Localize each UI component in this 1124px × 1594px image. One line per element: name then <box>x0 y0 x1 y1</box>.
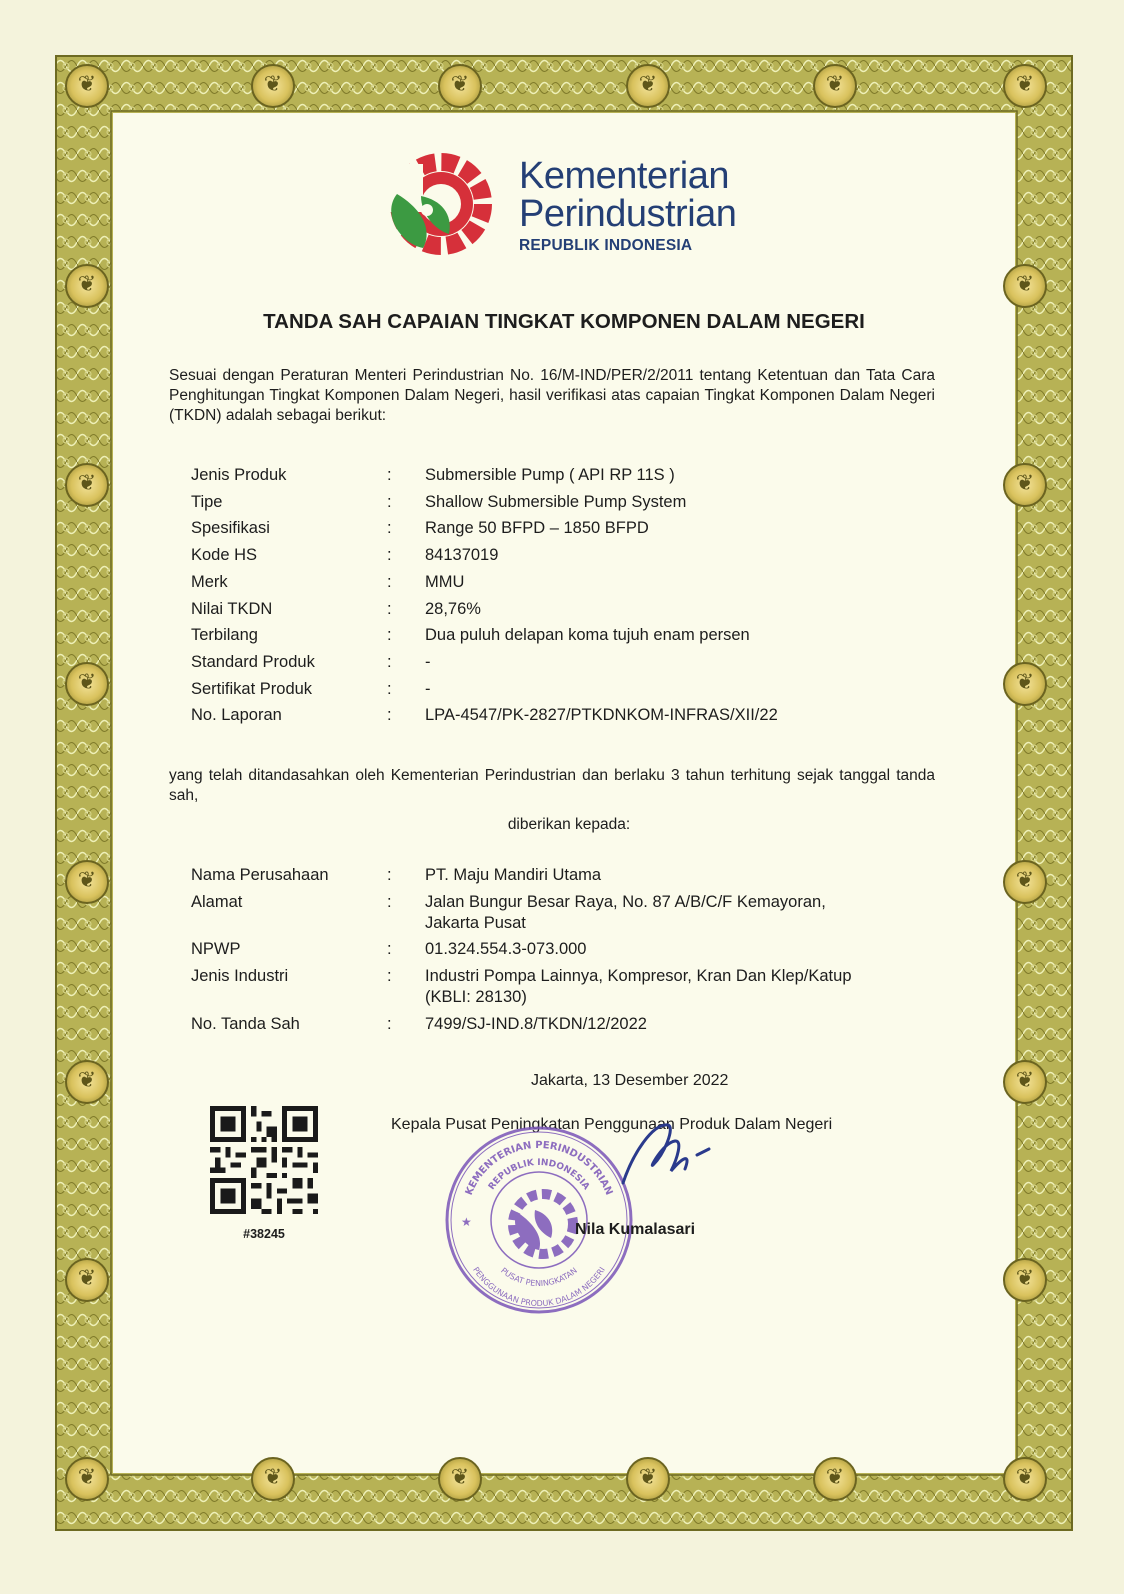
detail-value <box>425 966 951 1008</box>
detail-separator: : <box>387 599 392 618</box>
garuda-emblem-icon <box>65 463 109 507</box>
signature-icon <box>613 1113 723 1193</box>
stamp-top-text: KEMENTERIAN PERINDUSTRIAN <box>463 1139 615 1197</box>
detail-label: Jenis Produk <box>191 466 287 484</box>
detail-value: 28,76% <box>425 599 481 618</box>
detail-row <box>191 676 951 703</box>
detail-separator: : <box>387 967 392 986</box>
detail-label: Jenis Industri <box>191 967 289 986</box>
stamp-bottom-text-2: PENGGUNAAN PRODUK DALAM NEGERI <box>471 1265 607 1309</box>
garuda-emblem-icon <box>626 64 670 108</box>
place-date: Jakarta, 13 Desember 2022 <box>531 1072 729 1089</box>
qr-code-id: #38245 <box>243 1227 285 1241</box>
detail-label: Spesifikasi <box>191 519 270 538</box>
detail-separator: : <box>387 892 392 911</box>
detail-row <box>191 963 951 1011</box>
detail-row <box>191 649 951 676</box>
logo-line-1: Kementerian <box>519 155 729 197</box>
garuda-emblem-icon <box>65 264 109 308</box>
garuda-emblem-icon <box>813 64 857 108</box>
garuda-emblem-icon <box>438 64 482 108</box>
detail-value: Range 50 BFPD – 1850 BFPD <box>425 519 649 538</box>
detail-label: Terbilang <box>191 626 258 645</box>
garuda-emblem-icon <box>1003 64 1047 108</box>
detail-row <box>191 936 951 963</box>
given-to-label: diberikan kepada: <box>507 816 631 833</box>
detail-separator: : <box>387 492 392 511</box>
detail-label: NPWP <box>191 940 241 959</box>
detail-separator: : <box>387 626 392 645</box>
detail-row <box>191 542 951 569</box>
detail-value: Dua puluh delapan koma tujuh enam persen <box>425 626 750 645</box>
detail-row <box>191 622 951 649</box>
detail-label: Nilai TKDN <box>191 599 273 618</box>
detail-row <box>191 889 951 937</box>
detail-row <box>191 1011 951 1038</box>
ministry-logo-text <box>519 157 736 255</box>
svg-text:★: ★ <box>461 1215 472 1229</box>
detail-label: Sertifikat Produk <box>191 679 313 698</box>
detail-value: - <box>425 679 431 698</box>
svg-text:REPUBLIK INDONESIA <box>487 1158 591 1192</box>
detail-separator: : <box>387 466 392 484</box>
detail-value: Submersible Pump ( API RP 11S ) <box>425 466 675 484</box>
validity-paragraph: yang telah ditandasahkan oleh Kementerian Perindustrian dan berlaku 3 tahun terhitung sejak tanggal tanda sah, <box>169 767 935 804</box>
detail-label: Nama Perusahaan <box>191 866 329 884</box>
detail-separator: : <box>387 1014 392 1033</box>
garuda-emblem-icon <box>65 64 109 108</box>
detail-value: 01.324.554.3-073.000 <box>425 940 587 959</box>
svg-text:KEMENTERIAN PERINDUSTRIAN <box>464 1140 615 1197</box>
address-line-1: Jalan Bungur Besar Raya, No. 87 A/B/C/F Kemayoran, <box>425 892 826 911</box>
signer-name: Nila Kumalasari <box>575 1221 696 1238</box>
detail-separator: : <box>387 652 392 671</box>
qr-code-icon <box>210 1106 318 1214</box>
signer-position: Kepala Pusat Peningkatan Penggunaan Produk Dalam Negeri <box>391 1116 833 1133</box>
intro-paragraph: Sesuai dengan Peraturan Menteri Perindustrian No. 16/M-IND/PER/2/2011 tentang Ketentuan dan Tata Cara Penghitungan Tingkat Komponen Dalam Negeri, hasil verifikasi atas capaian Tingkat Komponen Dalam Negeri (TKDN) adalah sebagai berikut: <box>169 367 935 424</box>
detail-row <box>191 569 951 596</box>
detail-label: Tipe <box>191 492 223 511</box>
detail-label: Kode HS <box>191 546 258 565</box>
detail-value: - <box>425 652 431 671</box>
detail-row <box>191 862 951 889</box>
logo-line-2: Perindustrian <box>519 193 737 235</box>
garuda-emblem-icon <box>65 1060 109 1104</box>
detail-value <box>425 892 951 934</box>
detail-separator: : <box>387 679 392 698</box>
certificate-body <box>113 113 1015 1473</box>
detail-label: No. Tanda Sah <box>191 1014 300 1033</box>
company-details <box>191 862 951 1037</box>
detail-separator: : <box>387 706 392 725</box>
detail-separator: : <box>387 940 392 959</box>
detail-label: No. Laporan <box>191 706 282 725</box>
detail-value: PT. Maju Mandiri Utama <box>425 866 602 884</box>
garuda-emblem-icon <box>65 1258 109 1302</box>
detail-value: Shallow Submersible Pump System <box>425 492 687 511</box>
detail-row <box>191 462 951 489</box>
detail-value: MMU <box>425 572 465 591</box>
industry-line-1: Industri Pompa Lainnya, Kompresor, Kran Dan Klep/Katup <box>425 967 852 986</box>
detail-label: Merk <box>191 572 228 591</box>
svg-text:PUSAT PENINGKATAN <box>499 1266 579 1288</box>
garuda-emblem-icon <box>251 64 295 108</box>
logo-line-3: REPUBLIK INDONESIA <box>519 237 693 254</box>
detail-label: Alamat <box>191 892 243 911</box>
stamp-bottom-text: PUSAT PENINGKATAN <box>499 1265 579 1289</box>
product-details <box>191 462 951 729</box>
stamp-top-text-2: REPUBLIK INDONESIA <box>487 1157 591 1192</box>
garuda-emblem-icon <box>65 662 109 706</box>
detail-row <box>191 515 951 542</box>
detail-label: Standard Produk <box>191 652 315 671</box>
garuda-emblem-icon <box>65 860 109 904</box>
industry-line-2: (KBLI: 28130) <box>425 988 527 1007</box>
detail-row <box>191 702 951 729</box>
detail-value: 84137019 <box>425 546 499 565</box>
detail-row <box>191 596 951 623</box>
garuda-emblem-icon <box>65 1457 109 1501</box>
official-stamp-icon <box>439 1120 639 1320</box>
detail-row <box>191 489 951 516</box>
address-line-2: Jakarta Pusat <box>425 913 526 932</box>
detail-separator: : <box>387 572 392 591</box>
detail-separator: : <box>387 519 392 538</box>
detail-separator: : <box>387 546 392 565</box>
certificate-title: TANDA SAH CAPAIAN TINGKAT KOMPONEN DALAM NEGERI <box>263 310 865 333</box>
detail-value: LPA-4547/PK-2827/PTKDNKOM-INFRAS/XII/22 <box>425 706 778 725</box>
detail-value: 7499/SJ-IND.8/TKDN/12/2022 <box>425 1014 647 1033</box>
detail-separator: : <box>387 866 392 884</box>
